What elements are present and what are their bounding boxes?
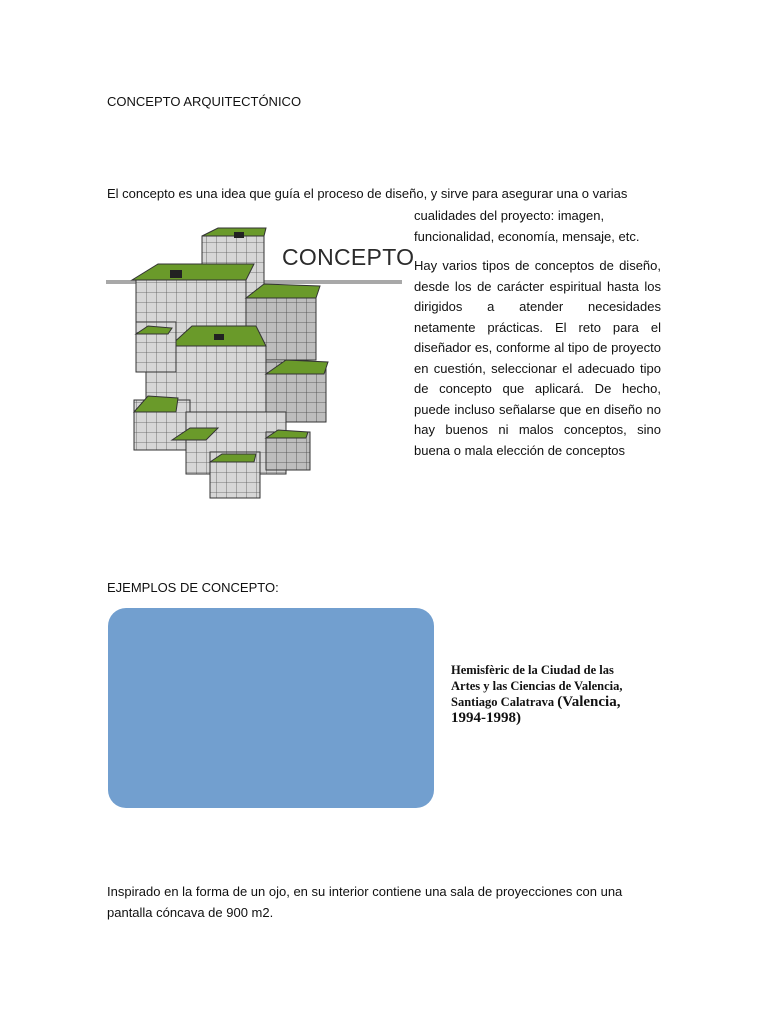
cube-building-illustration: [106, 222, 406, 504]
caption-place: (Valencia, 1994-1998): [451, 694, 621, 726]
block-top: [134, 396, 178, 412]
opening: [234, 232, 244, 238]
caption-text: Hemisfèric de la Ciudad de las Artes y las Ciencias de Valencia, Santiago Calatrava: [451, 663, 623, 709]
example-image-placeholder: [108, 608, 434, 808]
example-caption: [451, 662, 641, 726]
description-paragraph: Hay varios tipos de conceptos de diseño, desde los de carácter espiritual hasta los dirigidos a atender necesidades netamente prácticas. El reto para el diseñador es, conforme al tipo de proyecto en cuestión, seleccionar el adecuado tipo de concepto que aplicará. De hecho, puede incluso señalarse que en diseño no hay buenos ni malos conceptos, sino buena o mala elección de conceptos: [414, 258, 661, 458]
figure-label: CONCEPTO: [282, 244, 415, 270]
footer-paragraph: Inspirado en la forma de un ojo, en su interior contiene una sala de proyecciones con una pantalla cóncava de 900 m2.: [107, 884, 623, 920]
intro-first-line: El concepto es una idea que guía el proceso de diseño, y sirve para asegurar una o varias: [107, 186, 628, 201]
intro-continuation: cualidades del proyecto: imagen, funcionalidad, economía, mensaje, etc.: [414, 208, 640, 244]
page-title: CONCEPTO ARQUITECTÓNICO: [107, 94, 302, 109]
examples-heading: EJEMPLOS DE CONCEPTO:: [107, 580, 279, 595]
concept-figure: [106, 222, 415, 504]
block-top: [132, 264, 254, 280]
opening: [170, 270, 182, 278]
opening: [214, 334, 224, 340]
